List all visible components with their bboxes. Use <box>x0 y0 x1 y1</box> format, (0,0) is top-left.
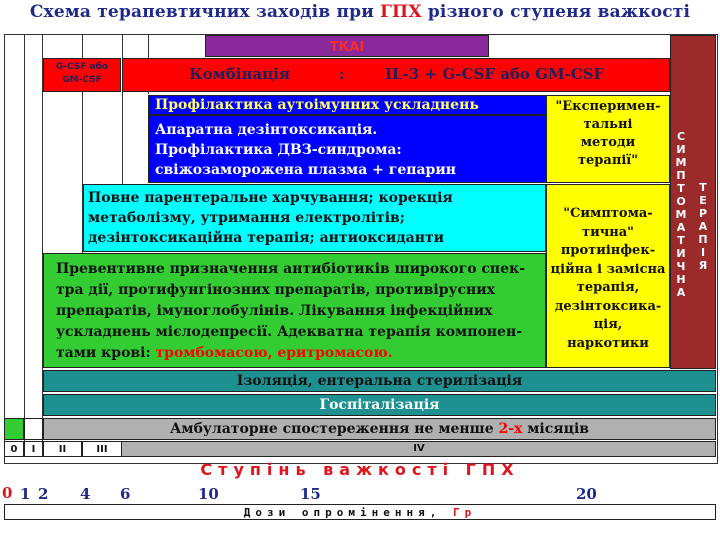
gcsf-box <box>43 58 121 92</box>
dose-tick-2: 2 <box>38 485 49 503</box>
antibiotics-line1: Превентивне призначення антибіотиків широкого спек- <box>56 261 526 277</box>
vertical-word-1: С И М П Т О М А Т И Ч Н А <box>675 130 687 299</box>
nutrition-line2: метаболізму, утримання електролітів; <box>88 210 405 226</box>
guide-line <box>24 34 25 444</box>
vertical-word-2: Т Е Р А П І Я <box>698 181 708 272</box>
combination-bar <box>122 58 670 92</box>
antibiotics-line5 <box>56 343 545 364</box>
symptomatic-therapy-column <box>670 35 716 369</box>
degree-4: IV <box>413 443 425 454</box>
tkai-label: ТКАІ <box>329 40 365 55</box>
antibiotics-line5b: тромбомасою, еритромасою. <box>155 345 393 361</box>
green-stub <box>24 418 43 440</box>
ambulatory-part1: Амбулаторне спостереження не менше <box>170 421 499 437</box>
experimental-line2: тальні <box>583 117 633 132</box>
title-part1: Схема терапевтичних заходів при <box>29 2 381 22</box>
combination-drugs: IL-3 + G-CSF або GM-CSF <box>385 65 605 83</box>
experimental-line3: методи <box>580 135 636 150</box>
dose-tick-0: 0 <box>2 484 13 502</box>
degree-3: III <box>82 441 122 457</box>
antibiotics-line2: тра дії, протифунгінозних препаратів, противірусних <box>56 282 495 298</box>
dose-tick-4: 4 <box>80 485 91 503</box>
dose-tick-20: 20 <box>576 485 597 503</box>
hospitalization-label: Госпіталізація <box>319 397 440 413</box>
degree-1: I <box>24 441 43 457</box>
prophylaxis-bar <box>148 95 546 115</box>
degree-2: II <box>43 441 82 457</box>
nutrition-block <box>83 184 546 252</box>
symptomatic-line7: ція, <box>593 317 623 332</box>
dose-label-part1: Дози опромінення, <box>243 506 453 519</box>
antibiotics-line3: препаратів, імуноглобулінів. Лікування інфекційних <box>56 303 493 319</box>
nutrition-line1: Повне парентеральне харчування; корекція <box>88 190 453 206</box>
dose-tick-10: 10 <box>198 485 219 503</box>
isolation-bar <box>43 370 716 392</box>
dose-tick-1: 1 <box>20 485 31 503</box>
green-stub <box>4 418 24 440</box>
symptomatic-line2: тична" <box>582 224 634 240</box>
symptomatic-line5: терапія, <box>576 280 640 295</box>
detox-block <box>148 115 546 183</box>
experimental-box <box>546 95 670 183</box>
guide-line <box>122 34 123 184</box>
isolation-label: Ізоляція, ентеральна стерилізація <box>236 373 523 389</box>
experimental-line1: "Експеримен- <box>555 99 661 114</box>
diagram-title <box>0 2 720 22</box>
degree-0: 0 <box>4 441 24 457</box>
gcsf-label: G-CSF або GM-CSF <box>55 62 109 85</box>
antibiotics-line4: ускладнень мієлодепресії. Адекватна терапія компонен- <box>56 324 522 340</box>
detox-line2: Профілактика ДВЗ-синдрома: <box>155 142 402 158</box>
dose-tick-6: 6 <box>120 485 131 503</box>
ambulatory-bar <box>43 418 716 440</box>
severity-label: Ступінь важкості ГПХ <box>200 460 520 479</box>
detox-line1: Апаратна дезінтоксикація. <box>155 122 378 138</box>
tkai-bar <box>205 35 489 57</box>
symptomatic-line8: наркотики <box>567 335 649 351</box>
symptomatic-line6: дезінтоксика- <box>554 298 662 314</box>
dose-tick-15: 15 <box>300 485 321 503</box>
detox-line3: свіжозаморожена плазма + гепарин <box>155 162 456 178</box>
title-part3: різного ступеня важкості <box>421 2 691 22</box>
experimental-line4: терапії" <box>577 153 638 168</box>
ambulatory-part2: 2-х <box>498 421 523 437</box>
prophylaxis-label: Профілактика аутоімунних ускладнень <box>155 97 479 113</box>
hospitalization-bar <box>43 394 716 416</box>
symptomatic-line1: "Симптома- <box>563 206 653 221</box>
antibiotics-block <box>43 253 546 368</box>
antibiotics-line5a: тами крові: <box>56 345 156 361</box>
ambulatory-part3: місяців <box>522 421 589 437</box>
combination-colon: : <box>339 65 345 83</box>
symptomatic-line4: ційна і замісна <box>550 261 666 277</box>
combination-word: Комбінація <box>189 65 290 83</box>
symptomatic-box <box>546 184 670 368</box>
dose-label-part2: Гр <box>452 506 477 519</box>
nutrition-line3: дезінтоксикаційна терапія; антиоксиданти <box>88 230 445 246</box>
title-part2: ГПХ <box>380 2 422 22</box>
symptomatic-line3: протиінфек- <box>560 243 656 258</box>
dose-label-box <box>4 504 716 520</box>
